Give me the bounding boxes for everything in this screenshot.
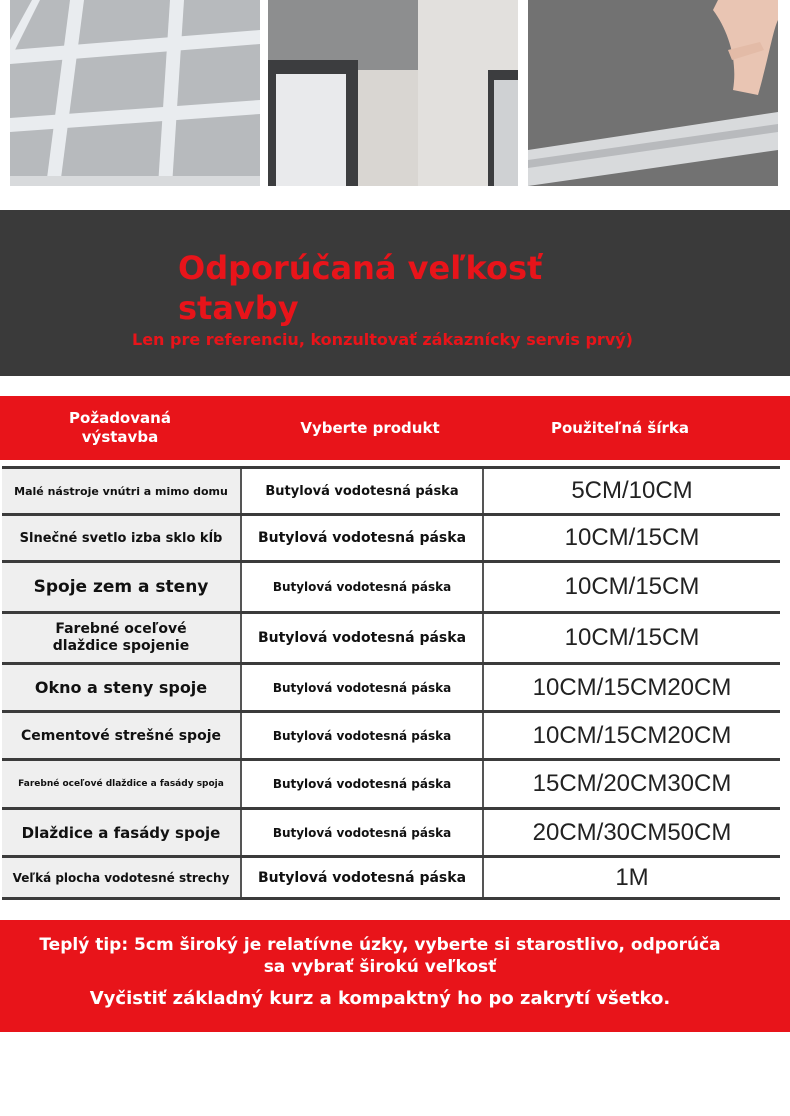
table-header <box>0 396 790 460</box>
table-row <box>2 614 780 665</box>
cell-width: 10CM/15CM <box>564 624 700 651</box>
cell-product: Butylová vodotesná páska <box>242 713 484 758</box>
table-row <box>2 563 780 614</box>
recommendation-banner <box>0 210 790 376</box>
cell-width: 1M <box>615 863 649 891</box>
banner-subtitle: Len pre referenciu, konzultovať zákaznícky servis prvý) <box>132 330 633 349</box>
cell-construction: Malé nástroje vnútri a mimo domu <box>2 469 242 513</box>
tip-text-secondary: Vyčistiť základný kurz a kompaktný ho po zakrytí všetko. <box>89 988 671 1009</box>
cell-width: 10CM/15CM <box>564 573 700 600</box>
table-row <box>2 665 780 713</box>
cell-construction: Okno a steny spoje <box>2 665 242 710</box>
cell-width: 10CM/15CM <box>564 524 700 551</box>
cell-construction: Farebné oceľové dlaždice spojenie <box>2 614 242 662</box>
table-row <box>2 761 780 810</box>
banner-title: Odporúčaná veľkosť stavby <box>178 249 543 327</box>
table-row <box>2 713 780 761</box>
cell-construction: Dlaždice a fasády spoje <box>2 810 242 855</box>
cell-construction: Cementové strešné spoje <box>2 713 242 758</box>
cell-product: Butylová vodotesná páska <box>242 469 484 513</box>
header-product: Vyberte produkt <box>300 418 440 437</box>
photo-tape-application <box>528 0 778 186</box>
table-row <box>2 516 780 563</box>
photo-window-grid <box>10 0 260 186</box>
header-construction: Požadovaná výstavba <box>69 409 171 446</box>
warm-tip-banner <box>0 920 790 1032</box>
cell-width: 10CM/15CM20CM <box>532 673 732 701</box>
cell-construction: Farebné oceľové dlaždice a fasády spoja <box>2 761 242 807</box>
table-row <box>2 810 780 858</box>
photo-window-corner <box>268 0 518 186</box>
cell-width: 20CM/30CM50CM <box>532 818 732 846</box>
cell-construction: Spoje zem a steny <box>2 563 242 611</box>
cell-product: Butylová vodotesná páska <box>242 761 484 807</box>
cell-product: Butylová vodotesná páska <box>242 563 484 611</box>
cell-width: 5CM/10CM <box>571 477 693 504</box>
table-row <box>2 466 780 516</box>
cell-product: Butylová vodotesná páska <box>242 516 484 560</box>
cell-product: Butylová vodotesná páska <box>242 665 484 710</box>
cell-product: Butylová vodotesná páska <box>242 858 484 897</box>
cell-product: Butylová vodotesná páska <box>242 810 484 855</box>
table-row <box>2 858 780 900</box>
cell-width: 10CM/15CM20CM <box>532 721 732 749</box>
cell-width: 15CM/20CM30CM <box>532 770 732 797</box>
cell-construction: Slnečné svetlo izba sklo kĺb <box>2 516 242 560</box>
size-table <box>2 466 780 900</box>
cell-construction: Veľká plocha vodotesné strechy <box>2 858 242 897</box>
tip-text-primary: Teplý tip: 5cm široký je relatívne úzky, vyberte si starostlivo, odporúča sa vybrať širokú veľkosť <box>39 935 721 977</box>
header-width: Použiteľná šírka <box>551 418 689 437</box>
cell-product: Butylová vodotesná páska <box>242 614 484 662</box>
